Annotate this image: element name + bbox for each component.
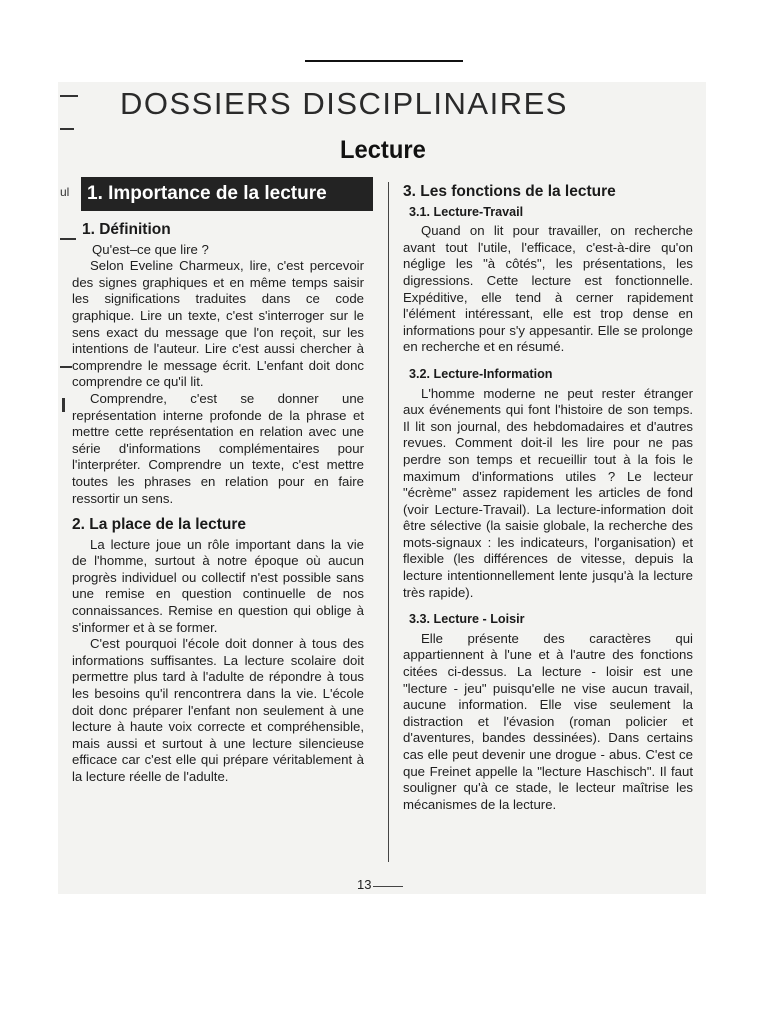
top-rule (305, 60, 463, 62)
page-number: 13 (357, 877, 372, 892)
page-number-rule (373, 886, 403, 887)
margin-tick (60, 128, 74, 130)
paragraph: Qu'est–ce que lire ? (92, 241, 209, 257)
paragraph: Comprendre, c'est se donner une représentation interne profonde de la phrase et mettre cette représentation en relation avec une série d'informations complémentaires pour l'interpréter. Comprendre un texte, c'est mettre toutes les phrases en relation pour en faire ressortir un sens. (72, 390, 364, 506)
paragraph: Elle présente des caractères qui appartiennent à l'une et à l'autre des fonctions citées ci-dessus. La lecture - loisir est une "lecture - jeu" puisqu'elle ne vise aucun travail, aucune information. Elle vise seulement la distraction et l'évasion (roman policier et d'aventures, bandes dessinées). Dans certains cas elle peut devenir une drogue - abus. C'est ce que Freinet appelle la "lecture Haschisch". Il faut souligner qu'à ce stade, le lecteur maîtrise les mécanismes de la lecture. (403, 630, 693, 812)
margin-tick (60, 95, 78, 97)
paragraph: L'homme moderne ne peut rester étranger aux événements qui font l'histoire de son temps. Il lit son journal, des hebdomadaires et d'autres revues. Comment doit-il les lire pour ne pas perdre son temps et recueillir tout à la fois le maximum d'informations utiles ? Le lecteur "écrème" assez rapidement les articles de fond (voir Lecture-Travail). La lecture-information doit être sélective (la saisie globale, la recherche des mots-signaux : les indicateurs, l'organisation) et flexible (les différences de vitesse, depuis la lecture intentionnellement lente jusqu'à la lecture très rapide). (403, 385, 693, 600)
page-title: DOSSIERS DISCIPLINAIRES (120, 86, 568, 121)
paragraph: Selon Eveline Charmeux, lire, c'est percevoir des signes graphiques et en même temps saisir les significations traduites dans ce code graphique. Lire un texte, c'est s'interroger sur le sens exact du message que l'on reçoit, sur les intentions de l'auteur. Lire c'est aussi chercher à comprendre le message écrit. L'enfant doit donc comprendre ce qu'il lit. (72, 258, 364, 390)
margin-tick (62, 398, 65, 412)
right-column (403, 184, 693, 813)
heading-fonctions: 3. Les fonctions de la lecture (403, 183, 616, 200)
page-subtitle: Lecture (340, 136, 426, 164)
paragraph: La lecture joue un rôle important dans la vie de l'homme, surtout à notre époque où aucun progrès individuel ou collectif n'est possible sans une remise en question continuelle de nos connaissances. Remise en question qui oblige à s'informer et à se former. (72, 536, 364, 635)
heading-place: 2. La place de la lecture (72, 516, 247, 534)
margin-tick (60, 366, 72, 368)
margin-fragment: ul (60, 185, 70, 199)
margin-marks (0, 0, 80, 1024)
heading-lecture-information: 3.2. Lecture-Information (409, 366, 553, 381)
column-divider (388, 182, 389, 862)
left-column (72, 222, 364, 786)
heading-lecture-loisir: 3.3. Lecture - Loisir (409, 612, 525, 627)
section-banner (81, 177, 373, 211)
heading-lecture-travail: 3.1. Lecture-Travail (409, 204, 524, 219)
heading-definition: 1. Définition (82, 221, 171, 238)
paragraph: C'est pourquoi l'école doit donner à tous des informations suffisantes. La lecture scolaire doit permettre plus tard à l'adulte de répondre à tous les besoins qu'il rencontrera dans la vie. L'école doit donc préparer l'enfant non seulement à une lecture à haute voix correcte et compréhensible, mais aussi et surtout à une lecture silencieuse efficace car c'est elle qui prépare véritablement à la lecture réelle de l'adulte. (72, 636, 364, 784)
banner-label: 1. Importance de la lecture (87, 183, 327, 204)
paragraph: Quand on lit pour travailler, on recherche avant tout l'utile, l'efficace, c'est-à-dire qu'on néglige les "à côtés", les présentations, les digressions. Cette lecture est fonctionnelle. Expéditive, elle tend à cerner rapidement l'élément intéressant, elle est trop dense en informations pour s'y appesantir. Elle se prolonge en recherche et en résumé. (403, 223, 693, 355)
